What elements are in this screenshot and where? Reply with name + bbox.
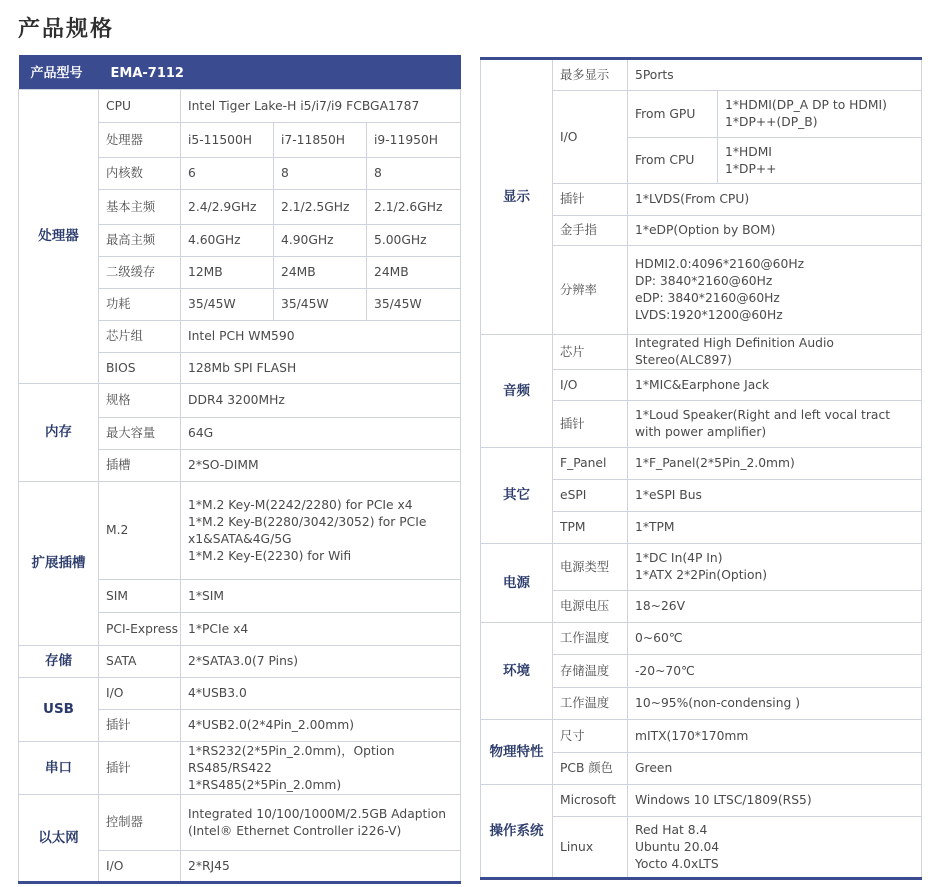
row-value: 1*eDP(Option by BOM) [628, 216, 922, 246]
row-value: 2.1/2.5GHz [274, 190, 367, 225]
page-title: 产品规格 [18, 17, 115, 42]
group-environment: 环境 [481, 623, 553, 720]
row-value: Green [628, 753, 922, 785]
row-label: I/O [553, 370, 628, 401]
row-value: 1*HDMI 1*DP++ [718, 138, 922, 184]
group-expansion: 扩展插槽 [19, 482, 99, 646]
row-value: 2*SATA3.0(7 Pins) [181, 646, 461, 678]
group-usb: USB [19, 678, 99, 742]
group-other: 其它 [481, 448, 553, 544]
row-value: -20~70℃ [628, 655, 922, 688]
row-label: 电源类型 [553, 544, 628, 591]
table-row [481, 59, 922, 91]
row-value: 128Mb SPI FLASH [181, 353, 461, 384]
group-power: 电源 [481, 544, 553, 623]
row-label: 最多显示 [553, 59, 628, 91]
group-ethernet: 以太网 [19, 795, 99, 883]
row-value: 1*DC In(4P In) 1*ATX 2*2Pin(Option) [628, 544, 922, 591]
row-label: F_Panel [553, 448, 628, 480]
row-value: 2.1/2.6GHz [367, 190, 461, 225]
row-value: 6 [181, 158, 274, 190]
row-label: 尺寸 [553, 720, 628, 753]
spec-table-right [480, 57, 922, 880]
row-value: mITX(170*170mm [628, 720, 922, 753]
row-label: 插针 [99, 742, 181, 795]
row-label: PCI-Express [99, 613, 181, 646]
row-value: Integrated High Definition Audio Stereo(ALC897) [628, 335, 922, 370]
row-value: 1*M.2 Key-M(2242/2280) for PCIe x4 1*M.2 Key-B(2280/3042/3052) for PCIe x1&SATA&4G/5G 1*M.2 Key-E(2230) for Wifi [181, 482, 461, 580]
row-value: 1*MIC&Earphone Jack [628, 370, 922, 401]
row-value: 2*RJ45 [181, 851, 461, 883]
row-value: 2*SO-DIMM [181, 450, 461, 482]
row-label: 存储温度 [553, 655, 628, 688]
row-label: CPU [99, 90, 181, 123]
row-label: 插针 [553, 401, 628, 448]
table-row [481, 544, 922, 591]
row-label: PCB 颜色 [553, 753, 628, 785]
row-label: Linux [553, 817, 628, 879]
table-row [481, 335, 922, 370]
table-row [19, 795, 461, 851]
row-label: 功耗 [99, 289, 181, 321]
row-value: 1*F_Panel(2*5Pin_2.0mm) [628, 448, 922, 480]
row-label: 最大容量 [99, 418, 181, 450]
table-row [19, 384, 461, 418]
row-value: 24MB [367, 257, 461, 289]
row-label: 金手指 [553, 216, 628, 246]
row-value: Integrated 10/100/1000M/2.5GB Adaption (Intel® Ethernet Controller i226-V) [181, 795, 461, 851]
group-storage: 存储 [19, 646, 99, 678]
group-os: 操作系统 [481, 785, 553, 879]
table-row [19, 646, 461, 678]
row-label: 处理器 [99, 123, 181, 158]
row-value: Windows 10 LTSC/1809(RS5) [628, 785, 922, 817]
group-display: 显示 [481, 59, 553, 335]
row-value: 35/45W [367, 289, 461, 321]
row-label: 插槽 [99, 450, 181, 482]
row-label: I/O [99, 851, 181, 883]
header-label: 产品型号 [19, 57, 99, 90]
row-label: 插针 [99, 710, 181, 742]
row-label: BIOS [99, 353, 181, 384]
row-label: M.2 [99, 482, 181, 580]
row-value: 4*USB2.0(2*4Pin_2.00mm) [181, 710, 461, 742]
row-value: Intel Tiger Lake-H i5/i7/i9 FCBGA1787 [181, 90, 461, 123]
header-row [19, 57, 461, 90]
row-value: Red Hat 8.4 Ubuntu 20.04 Yocto 4.0xLTS [628, 817, 922, 879]
row-value: 4.90GHz [274, 225, 367, 257]
table-row [481, 720, 922, 753]
row-value: 1*TPM [628, 512, 922, 544]
header-value: EMA-7112 [99, 57, 461, 90]
row-label: 插针 [553, 184, 628, 216]
row-value: 24MB [274, 257, 367, 289]
group-memory: 内存 [19, 384, 99, 482]
row-value: 1*Loud Speaker(Right and left vocal tract with power amplifier) [628, 401, 922, 448]
table-row [19, 678, 461, 710]
row-label: 控制器 [99, 795, 181, 851]
row-label: 基本主频 [99, 190, 181, 225]
row-label: I/O [553, 91, 628, 184]
row-value: 35/45W [274, 289, 367, 321]
row-label: I/O [99, 678, 181, 710]
row-value: 8 [274, 158, 367, 190]
row-sublabel: From GPU [628, 91, 718, 138]
table-row [481, 448, 922, 480]
row-label: 分辨率 [553, 246, 628, 335]
row-value: 1*eSPI Bus [628, 480, 922, 512]
row-value: 1*SIM [181, 580, 461, 613]
row-value: 5.00GHz [367, 225, 461, 257]
row-label: 内核数 [99, 158, 181, 190]
row-label: TPM [553, 512, 628, 544]
row-value: 18~26V [628, 591, 922, 623]
row-label: 工作温度 [553, 623, 628, 655]
row-label: SATA [99, 646, 181, 678]
row-label: eSPI [553, 480, 628, 512]
table-row [19, 90, 461, 123]
row-value: 8 [367, 158, 461, 190]
row-value: 5Ports [628, 59, 922, 91]
table-row [19, 742, 461, 795]
row-value: 1*HDMI(DP_A DP to HDMI) 1*DP++(DP_B) [718, 91, 922, 138]
spec-table-left [18, 55, 461, 884]
row-label: 芯片 [553, 335, 628, 370]
row-value: DDR4 3200MHz [181, 384, 461, 418]
row-value: 4.60GHz [181, 225, 274, 257]
table-row [481, 623, 922, 655]
row-value: 1*LVDS(From CPU) [628, 184, 922, 216]
row-value: i5-11500H [181, 123, 274, 158]
row-label: 最高主频 [99, 225, 181, 257]
row-value: i7-11850H [274, 123, 367, 158]
row-value: i9-11950H [367, 123, 461, 158]
row-label: 电源电压 [553, 591, 628, 623]
row-label: SIM [99, 580, 181, 613]
row-value: 10~95%(non-condensing ) [628, 688, 922, 720]
row-value: HDMI2.0:4096*2160@60Hz DP: 3840*2160@60Hz eDP: 3840*2160@60Hz LVDS:1920*1200@60Hz [628, 246, 922, 335]
row-value: 64G [181, 418, 461, 450]
row-label: 规格 [99, 384, 181, 418]
row-value: 4*USB3.0 [181, 678, 461, 710]
row-value: 2.4/2.9GHz [181, 190, 274, 225]
group-audio: 音频 [481, 335, 553, 448]
row-value: 1*PCIe x4 [181, 613, 461, 646]
row-value: Intel PCH WM590 [181, 321, 461, 353]
group-physical: 物理特性 [481, 720, 553, 785]
row-value: 12MB [181, 257, 274, 289]
row-label: 二级缓存 [99, 257, 181, 289]
row-value: 1*RS232(2*5Pin_2.0mm)，Option RS485/RS422 1*RS485(2*5Pin_2.0mm) [181, 742, 461, 795]
table-row [19, 482, 461, 580]
row-value: 35/45W [181, 289, 274, 321]
row-label: 芯片组 [99, 321, 181, 353]
row-sublabel: From CPU [628, 138, 718, 184]
row-label: Microsoft [553, 785, 628, 817]
group-serial: 串口 [19, 742, 99, 795]
row-label: 工作温度 [553, 688, 628, 720]
row-value: 0~60℃ [628, 623, 922, 655]
group-processor: 处理器 [19, 90, 99, 384]
table-row [481, 785, 922, 817]
